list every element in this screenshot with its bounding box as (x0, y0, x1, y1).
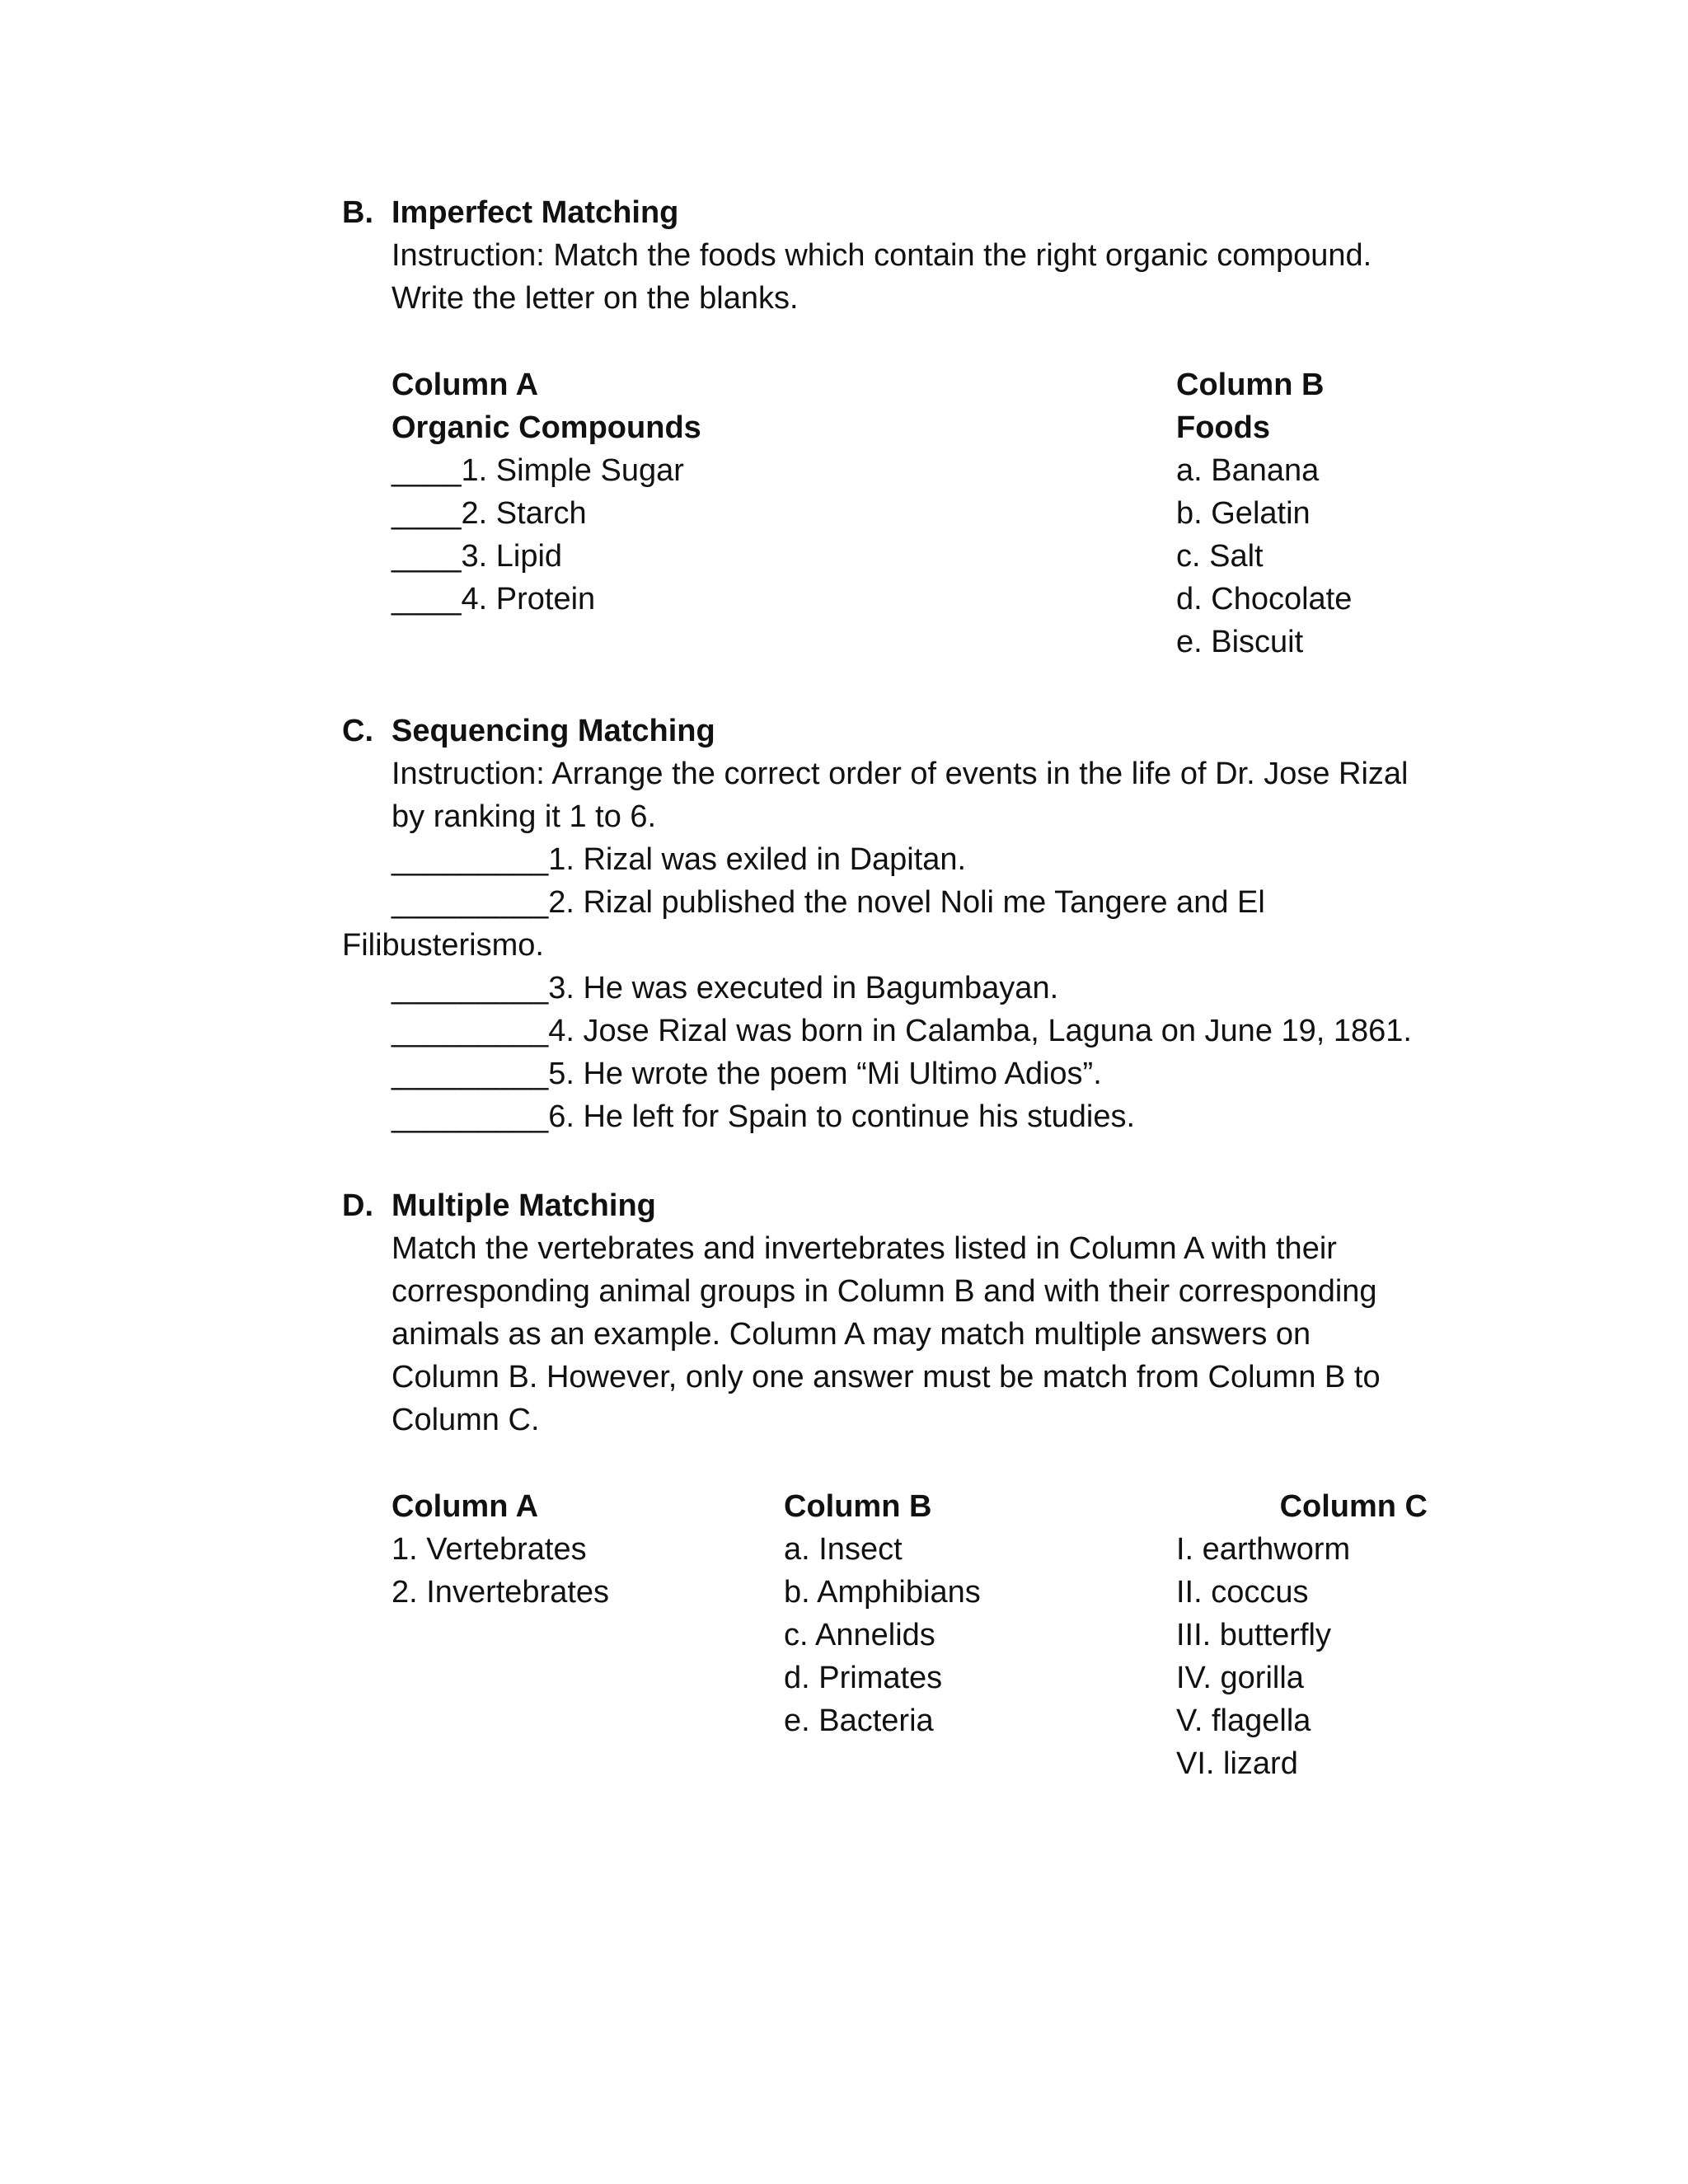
list-item: ____1. Simple Sugar (392, 453, 684, 488)
list-item: 2. Invertebrates (392, 1575, 610, 1610)
section-b-instruction-2: Write the letter on the blanks. (392, 281, 799, 316)
section-d-column-c (1176, 1485, 1456, 1785)
section-d-paragraph-line: Column C. (392, 1403, 540, 1437)
list-item: c. Salt (1176, 539, 1264, 574)
section-c-instruction-1: Instruction: Arrange the correct order of events in the life of Dr. Jose Rizal (392, 757, 1409, 791)
section-b-column-a (392, 363, 701, 621)
section-c-letter: C. (342, 714, 373, 748)
list-item: ____3. Lipid (392, 539, 563, 574)
section-c-title: Sequencing Matching (392, 714, 715, 748)
section-b-column-b (1176, 363, 1352, 663)
column-a-header: Column A (392, 1489, 539, 1524)
section-d-column-a (392, 1485, 609, 1614)
list-item: d. Chocolate (1176, 582, 1353, 616)
section-d-paragraph-line: Match the vertebrates and invertebrates listed in Column A with their (392, 1231, 1337, 1266)
column-c-header: Column C (1279, 1489, 1428, 1524)
list-item: d. Primates (784, 1661, 943, 1695)
section-d-title: Multiple Matching (392, 1188, 656, 1223)
list-item: e. Biscuit (1176, 625, 1304, 659)
column-a-header: Column A (392, 368, 539, 402)
list-item: a. Insect (784, 1532, 903, 1567)
list-item: _________3. He was executed in Bagumbayan. (392, 971, 1059, 1005)
list-item: I. earthworm (1176, 1532, 1351, 1567)
section-b-instruction-1: Instruction: Match the foods which contain the right organic compound. (392, 238, 1372, 273)
list-item: c. Annelids (784, 1618, 935, 1652)
section-d-letter: D. (342, 1188, 373, 1223)
section-c-instruction-2: by ranking it 1 to 6. (392, 799, 657, 834)
list-item: ____4. Protein (392, 582, 596, 616)
section-d-paragraph-line: Column B. However, only one answer must be match from Column B to (392, 1360, 1381, 1394)
list-item: VI. lizard (1176, 1746, 1298, 1781)
list-item: b. Gelatin (1176, 496, 1311, 531)
list-item: _________1. Rizal was exiled in Dapitan. (392, 842, 967, 877)
list-item: a. Banana (1176, 453, 1320, 488)
column-b-header: Column B (1176, 368, 1325, 402)
section-b-letter: B. (342, 195, 373, 230)
section-d-paragraph-line: corresponding animal groups in Column B and with their corresponding (392, 1274, 1377, 1309)
list-item: IV. gorilla (1176, 1661, 1304, 1695)
section-d-column-b (784, 1485, 981, 1742)
column-b-header: Column B (784, 1489, 932, 1524)
column-a-subheader: Organic Compounds (392, 410, 701, 445)
list-item: ____2. Starch (392, 496, 587, 531)
list-item: V. flagella (1176, 1704, 1311, 1738)
list-item: e. Bacteria (784, 1704, 934, 1738)
list-item-continuation: Filibusterismo. (342, 928, 544, 963)
list-item: _________2. Rizal published the novel Noli me Tangere and El (392, 885, 1265, 920)
column-b-subheader: Foods (1176, 410, 1270, 445)
list-item: _________4. Jose Rizal was born in Calamba, Laguna on June 19, 1861. (392, 1014, 1412, 1048)
list-item: b. Amphibians (784, 1575, 981, 1610)
list-item: _________6. He left for Spain to continue his studies. (392, 1099, 1136, 1134)
list-item: III. butterfly (1176, 1618, 1331, 1652)
list-item: II. coccus (1176, 1575, 1309, 1610)
section-d-paragraph-line: animals as an example. Column A may match multiple answers on (392, 1317, 1311, 1352)
list-item: _________5. He wrote the poem “Mi Ultimo Adios”. (392, 1057, 1102, 1091)
list-item: 1. Vertebrates (392, 1532, 587, 1567)
section-b-title: Imperfect Matching (392, 195, 679, 230)
